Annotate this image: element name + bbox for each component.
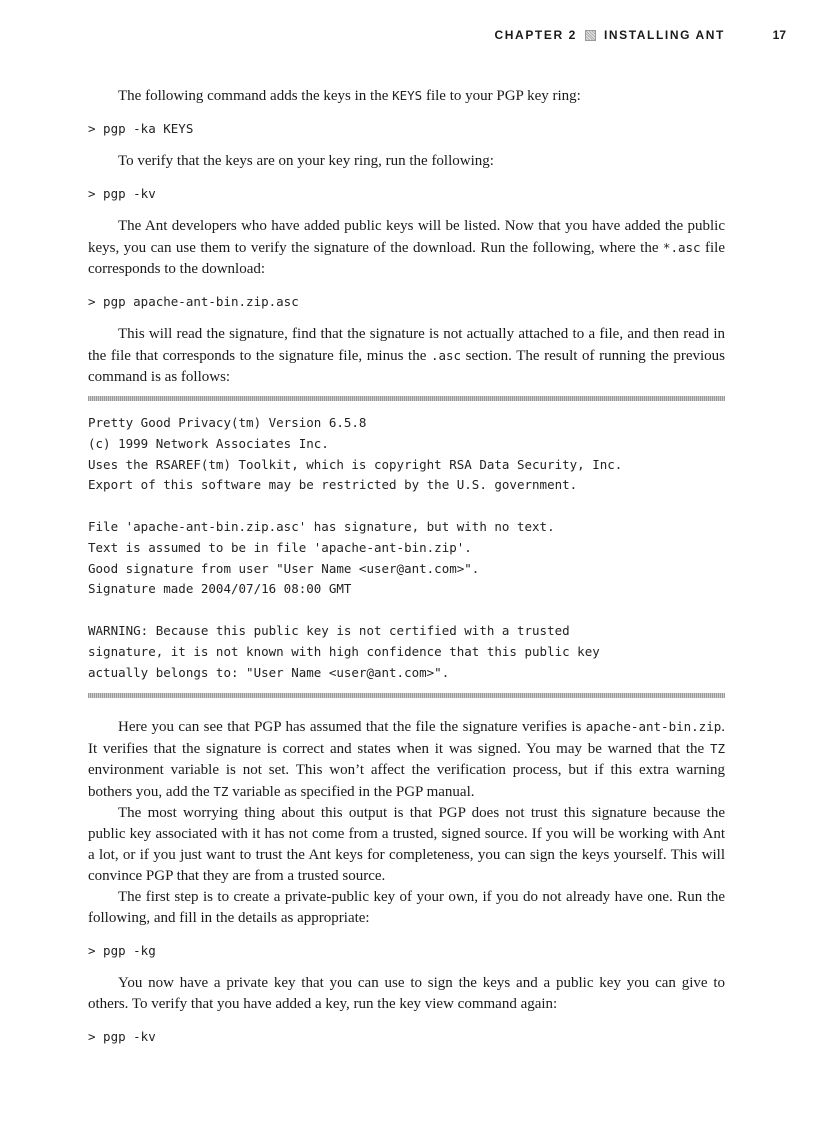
command-line: > pgp -ka KEYS bbox=[88, 121, 194, 136]
inline-code: TZ bbox=[213, 784, 229, 800]
output-line: Uses the RSAREF(tm) Toolkit, which is copyright RSA Data Security, Inc. bbox=[88, 456, 623, 472]
output-line bbox=[88, 600, 725, 621]
inline-code: KEYS bbox=[392, 88, 423, 103]
text: section. The result of running the previous command is as follows: bbox=[88, 348, 725, 385]
inline-code: apache-ant-bin.zip bbox=[585, 719, 722, 735]
output-line bbox=[88, 496, 725, 517]
output-line: Good signature from user "User Name <user@ant.com>". bbox=[88, 560, 480, 576]
chapter-heading bbox=[495, 28, 725, 42]
separator-square-icon bbox=[585, 30, 596, 41]
text: . It verifies that the signature is correct and states when it was signed. You may be warned that the bbox=[88, 719, 725, 758]
text: file to your PGP key ring: bbox=[422, 88, 581, 104]
paragraph-add-keys bbox=[88, 85, 725, 107]
command-line: > pgp -kv bbox=[88, 186, 156, 201]
text: The Ant developers who have added public keys will be listed. Now that you have added the public keys, you can use them to verify the signature of the download. Run the following, where the bbox=[88, 218, 725, 256]
output-line: actually belongs to: "User Name <user@ant.com>". bbox=[88, 664, 450, 680]
paragraph-pgp-assumed bbox=[88, 716, 725, 803]
output-line: File 'apache-ant-bin.zip.asc' has signature, but with no text. bbox=[88, 518, 555, 534]
command-line: > pgp -kg bbox=[88, 943, 156, 959]
chapter-label: CHAPTER 2 bbox=[494, 28, 577, 42]
output-line: Pretty Good Privacy(tm) Version 6.5.8 bbox=[88, 415, 367, 430]
output-line: Text is assumed to be in file 'apache-ant-bin.zip'. bbox=[88, 539, 472, 555]
running-header bbox=[0, 28, 816, 48]
paragraph-verify-keys: To verify that the keys are on your key ring, run the following: bbox=[118, 153, 494, 169]
inline-code: .asc bbox=[430, 348, 462, 363]
text: The following command adds the keys in the bbox=[118, 88, 393, 104]
text: Here you can see that PGP has assumed that the file the signature verifies is bbox=[118, 719, 586, 736]
output-line: Export of this software may be restricted by the U.S. government. bbox=[88, 477, 578, 493]
output-line: (c) 1999 Network Associates Inc. bbox=[88, 435, 329, 451]
output-line: Signature made 2004/07/16 08:00 GMT bbox=[88, 581, 352, 597]
paragraph-developers bbox=[88, 216, 725, 280]
page-body bbox=[88, 85, 725, 1059]
paragraph-first-step: The first step is to create a private-public key of your own, if you do not already have one. Run the following, and fill in the details as appropriate: bbox=[88, 889, 725, 927]
output-bottom-rule bbox=[88, 693, 725, 698]
text: file corresponds to the download: bbox=[88, 240, 725, 277]
paragraph-private-key: You now have a private key that you can use to sign the keys and a public key you can give to others. To verify that you have added a key, run the key view command again: bbox=[88, 975, 725, 1013]
inline-code: TZ bbox=[709, 741, 725, 757]
output-line: WARNING: Because this public key is not certified with a trusted bbox=[88, 622, 570, 638]
text: environment variable is not set. This won’t affect the verification process, but if this extra warning bothers you, add the bbox=[88, 762, 725, 801]
text: variable as specified in the PGP manual. bbox=[228, 784, 475, 801]
paragraph-worrying: The most worrying thing about this output is that PGP does not trust this signature because the public key associated with it has not come from a trusted, signed source. If you will be working with Ant a lot, or if you just want to trust the Ant keys for completeness, you can sign the keys yourself. This will convince PGP that they are from a trusted source. bbox=[88, 805, 725, 885]
output-line: signature, it is not known with high confidence that this public key bbox=[88, 643, 600, 659]
page-number: 17 bbox=[772, 28, 786, 42]
command-line: > pgp apache-ant-bin.zip.asc bbox=[88, 294, 299, 309]
pgp-output-block bbox=[88, 401, 725, 693]
inline-code: *.asc bbox=[662, 240, 701, 255]
command-line: > pgp -kv bbox=[88, 1029, 156, 1045]
text: This will read the signature, find that the signature is not actually attached to a file, and then read in the file that corresponds to the signature file, minus the bbox=[88, 326, 725, 364]
paragraph-read-signature bbox=[88, 324, 725, 388]
chapter-title: INSTALLING ANT bbox=[603, 28, 725, 42]
